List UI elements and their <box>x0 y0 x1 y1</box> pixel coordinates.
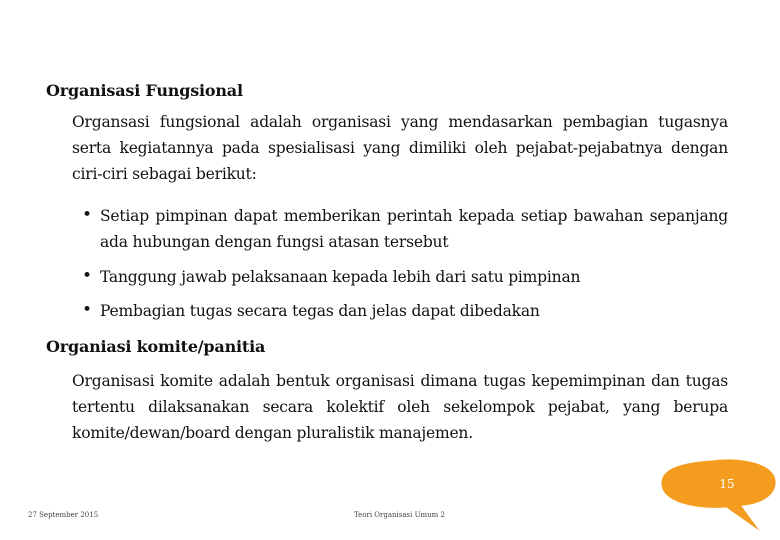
footer-date: 27 September 2015 <box>28 511 99 519</box>
heading-organisasi-fungsional: Organisasi Fungsional <box>46 81 243 100</box>
page-number: 15 <box>719 477 735 491</box>
speech-bubble-shape <box>660 458 777 537</box>
footer-title: Teori Organisasi Umum 2 <box>354 511 445 519</box>
bullet-item <box>82 264 728 290</box>
bullet-text: Tanggung jawab pelaksanaan kepada lebih dari satu pimpinan <box>100 268 581 286</box>
speech-bubble-icon <box>652 455 780 540</box>
heading-organisasi-komite: Organiasi komite/panitia <box>46 337 266 356</box>
bullet-text: Pembagian tugas secara tegas dan jelas dapat dibedakan <box>100 302 540 320</box>
bullet-item <box>82 298 728 324</box>
paragraph-fungsional-intro: Organsasi fungsional adalah organisasi yang mendasarkan pembagian tugasnya serta kegiatannya pada spesialisasi yang dimiliki oleh pejabat-pejabatnya dengan ciri-ciri sebagai berikut: <box>72 113 728 183</box>
bullet-text: Setiap pimpinan dapat memberikan perintah kepada setiap bawahan sepanjang ada hubungan dengan fungsi atasan tersebut <box>100 207 728 251</box>
paragraph-komite-intro: Organisasi komite adalah bentuk organisasi dimana tugas kepemimpinan dan tugas tertentu dilaksanakan secara kolektif oleh sekelompok pejabat, yang berupa komite/dewan/board dengan pluralistik manajemen. <box>72 372 728 442</box>
bullet-item <box>82 203 728 255</box>
bullet-dot: • <box>82 300 92 320</box>
bullet-dot: • <box>82 266 92 286</box>
bullet-dot: • <box>82 205 92 225</box>
